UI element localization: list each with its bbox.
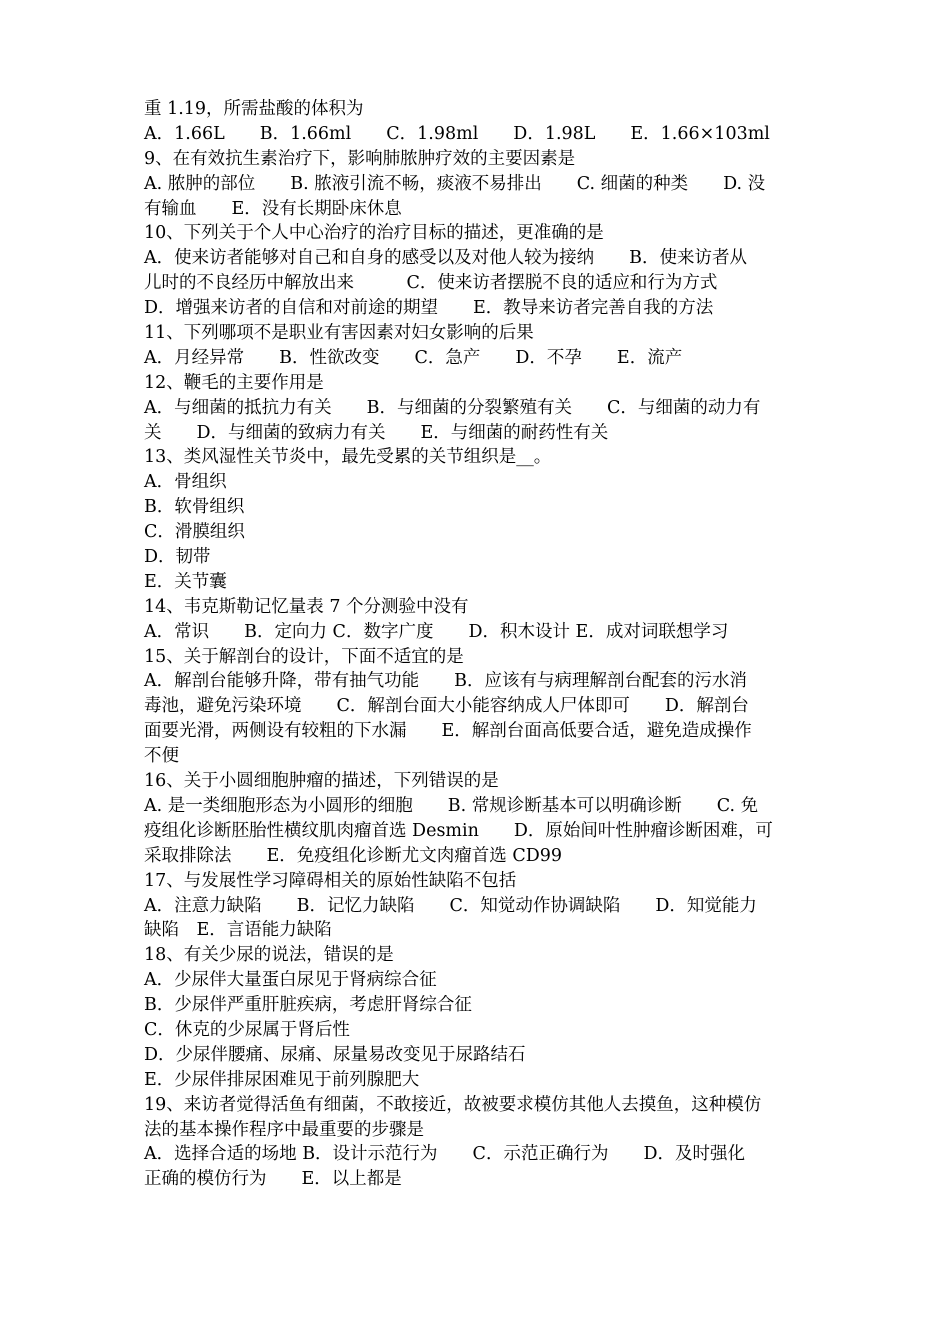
text-line: 儿时的不良经历中解放出来 C．使来访者摆脱不良的适应和行为方式 <box>144 273 718 294</box>
text-line: 法的基本操作程序中最重要的步骤是 <box>144 1119 424 1140</box>
text-line: A. 是一类细胞形态为小圆形的细胞 B. 常规诊断基本可以明确诊断 C. 免 <box>144 795 759 816</box>
text-line: 14、韦克斯勒记忆量表 7 个分测验中没有 <box>144 596 469 617</box>
text-line: 17、与发展性学习障碍相关的原始性缺陷不包括 <box>144 870 517 891</box>
text-line: A．1.66L B．1.66ml C．1.98ml D．1.98L E．1.66×103ml <box>144 123 770 144</box>
text-line: 10、下列关于个人中心治疗的治疗目标的描述，更准确的是 <box>144 223 604 244</box>
text-line: D．韧带 <box>144 547 211 568</box>
text-line: E．少尿伴排尿困难见于前列腺肥大 <box>144 1069 420 1090</box>
text-line: 面要光滑，两侧设有较粗的下水漏 E．解剖台面高低要合适，避免造成操作 <box>144 721 752 742</box>
text-line: 疫组化诊断胚胎性横纹肌肉瘤首选 Desmin D．原始间叶性肿瘤诊断困难，可 <box>144 820 773 841</box>
text-line: 19、来访者觉得活鱼有细菌，不敢接近，故被要求模仿其他人去摸鱼，这种模仿 <box>144 1094 762 1115</box>
text-line: A．少尿伴大量蛋白尿见于肾病综合征 <box>144 970 437 991</box>
text-line: B．少尿伴严重肝脏疾病，考虑肝肾综合征 <box>144 995 472 1016</box>
text-line: 12、鞭毛的主要作用是 <box>144 372 324 393</box>
text-line: C．休克的少尿属于肾后性 <box>144 1019 350 1040</box>
text-line: A．使来访者能够对自己和自身的感受以及对他人较为接纳 B．使来访者从 <box>144 248 747 269</box>
text-line: 16、关于小圆细胞肿瘤的描述，下列错误的是 <box>144 771 499 792</box>
text-line: A．月经异常 B．性欲改变 C．急产 D．不孕 E．流产 <box>144 347 683 368</box>
text-line: E．关节囊 <box>144 571 227 592</box>
text-line: C．滑膜组织 <box>144 522 245 543</box>
text-line: 18、有关少尿的说法，错误的是 <box>144 945 394 966</box>
text-line: 重 1.19，所需盐酸的体积为 <box>144 99 364 119</box>
document-page <box>144 97 816 1192</box>
text-line: 15、关于解剖台的设计，下面不适宜的是 <box>144 646 464 667</box>
text-line: A．常识 B．定向力 C．数字广度 D．积木设计 E．成对词联想学习 <box>144 621 729 642</box>
text-line: 采取排除法 E．免疫组化诊断尤文肉瘤首选 CD99 <box>144 845 563 866</box>
text-line: D．增强来访者的自信和对前途的期望 E．教导来访者完善自我的方法 <box>144 298 714 319</box>
text-line: 关 D．与细菌的致病力有关 E．与细菌的耐药性有关 <box>144 422 609 443</box>
text-line: 不便 <box>144 746 179 767</box>
text-line: 有输血 E．没有长期卧床休息 <box>144 198 402 219</box>
text-line: 缺陷 E．言语能力缺陷 <box>144 920 332 941</box>
text-line: A．解剖台能够升降，带有抽气功能 B．应该有与病理解剖台配套的污水消 <box>144 671 747 692</box>
text-line: 毒池，避免污染环境 C．解剖台面大小能容纳成人尸体即可 D．解剖台 <box>144 696 749 717</box>
text-line: 9、在有效抗生素治疗下，影响肺脓肿疗效的主要因素是 <box>144 148 576 169</box>
text-line: A．与细菌的抵抗力有关 B．与细菌的分裂繁殖有关 C．与细菌的动力有 <box>144 397 761 418</box>
text-line: D．少尿伴腰痛、尿痛、尿量易改变见于尿路结石 <box>144 1044 526 1065</box>
text-line: A. 脓肿的部位 B. 脓液引流不畅，痰液不易排出 C. 细菌的种类 D. 没 <box>144 173 766 194</box>
text-line: A．选择合适的场地 B．设计示范行为 C．示范正确行为 D．及时强化 <box>144 1144 745 1165</box>
text-line: A．注意力缺陷 B．记忆力缺陷 C．知觉动作协调缺陷 D．知觉能力 <box>144 895 757 916</box>
text-line: B．软骨组织 <box>144 497 245 518</box>
text-line: 13、类风湿性关节炎中，最先受累的关节组织是__。 <box>144 447 552 468</box>
text-line: 11、下列哪项不是职业有害因素对妇女影响的后果 <box>144 323 534 344</box>
text-line: 正确的模仿行为 E．以上都是 <box>144 1169 402 1190</box>
text-line: A．骨组织 <box>144 472 227 493</box>
